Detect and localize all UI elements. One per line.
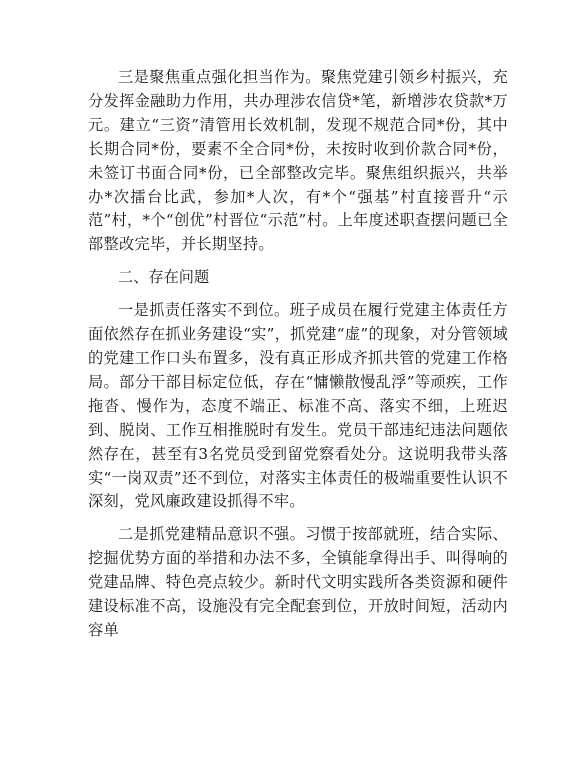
paragraph-problem-one: 一是抓责任落实不到位。班子成员在履行党建主体责任方面依然存在抓业务建设“实”，抓党建“虚”的现象，对分管领域的党建工作口头布置多，没有真正形成齐抓共管的党建工作格局。部分干部目标定位低，存在“慵懒散慢乱浮”等顽疾，工作拖沓、慢作为，态度不端正、标准不高、落实不细，上班迟到、脱岗、工作互相推脱时有发生。党员干部违纪违法问题依然存在，甚至有3名党员受到留党察看处分。这说明我带头落实“一岗双责”还不到位，对落实主体责任的极端重要性认识不深刻，党风廉政建设抓得不牢。 xyxy=(88,301,508,511)
paragraph-problem-two: 二是抓党建精品意识不强。习惯于按部就班，结合实际、挖掘优势方面的举措和办法不多，全镇能拿得出手、叫得响的党建品牌、特色亮点较少。新时代文明实践所各类资源和硬件建设标准不高，设施没有完全配套到位，开放时间短，活动内容单 xyxy=(88,525,508,639)
section-heading-existing-problems: 二、存在问题 xyxy=(118,268,210,287)
document-body xyxy=(88,66,508,643)
paragraph-third-point: 三是聚焦重点强化担当作为。聚焦党建引领乡村振兴，充分发挥金融助力作用，共办理涉农信贷*笔，新增涉农贷款*万元。建立“三资”清管用长效机制，发现不规范合同*份，其中长期合同*份，要素不全合同*份，未按时收到价款合同*份，未签订书面合同*份，已全部整改完毕。聚焦组织振兴，共举办*次擂台比武，参加*人次，有*个“强基”村直接晋升“示范”村，*个“创优”村晋位“示范”村。上年度述职查摆问题已全部整改完毕，并长期坚持。 xyxy=(88,68,508,254)
